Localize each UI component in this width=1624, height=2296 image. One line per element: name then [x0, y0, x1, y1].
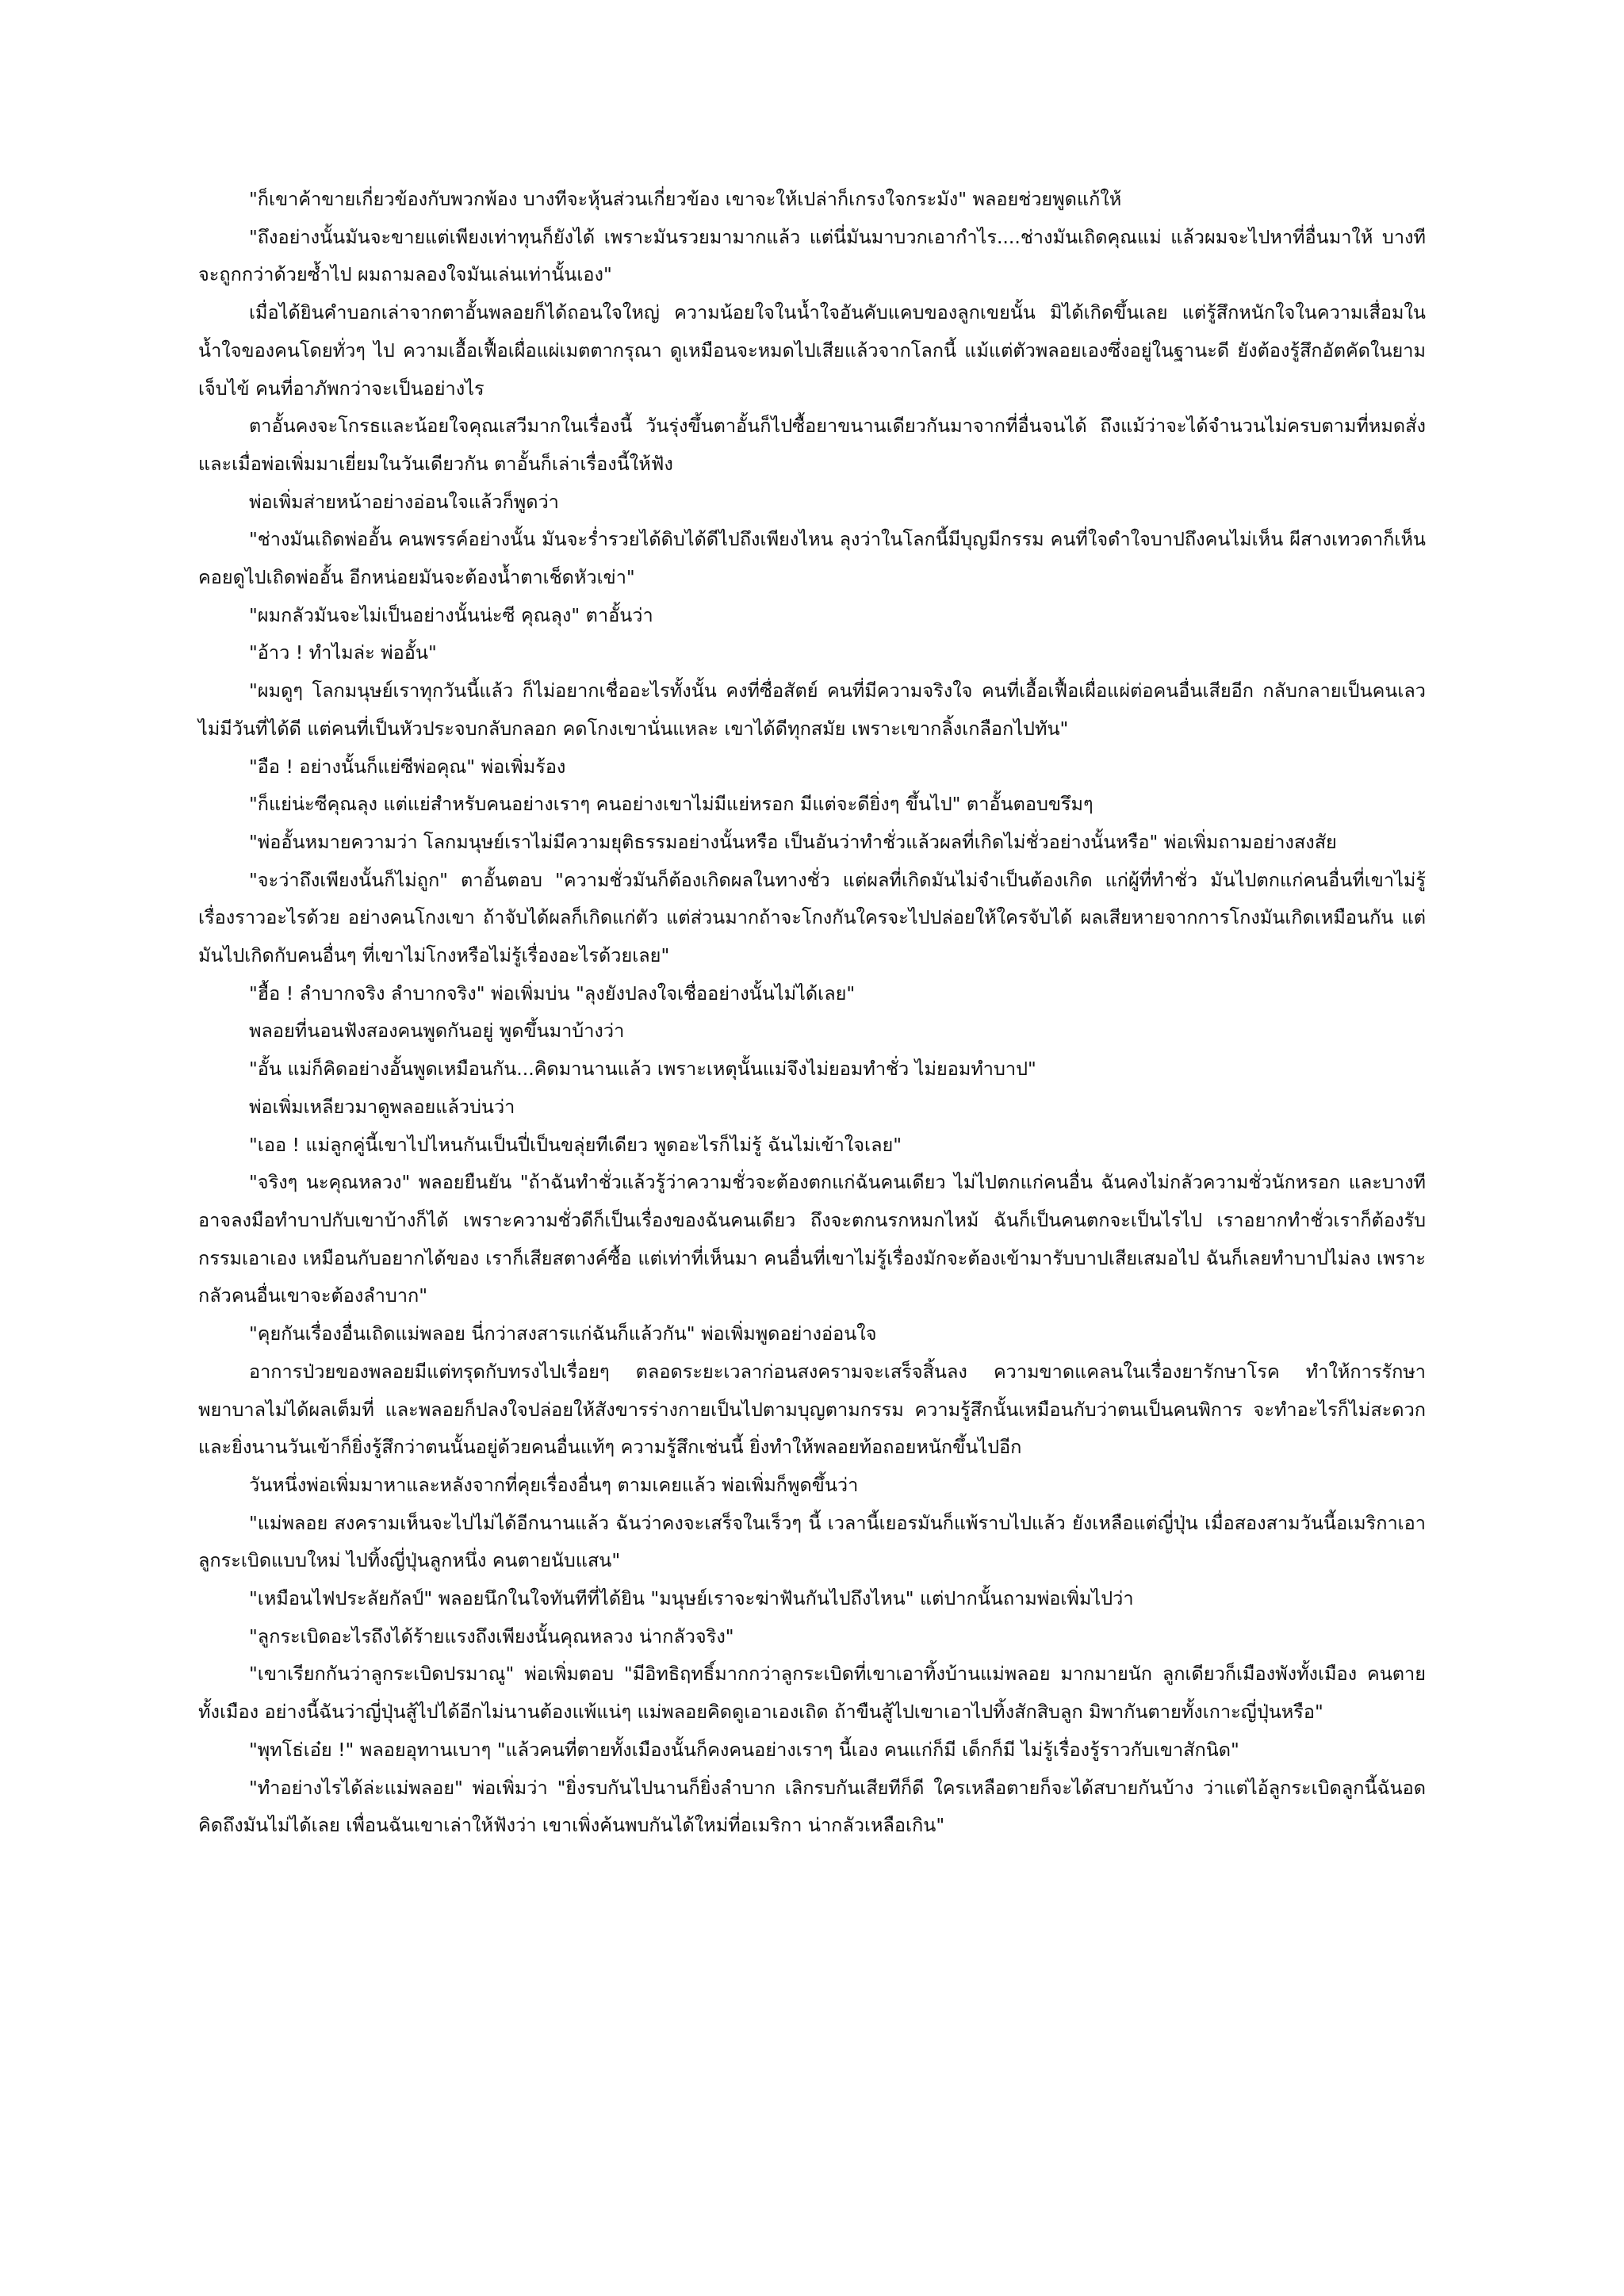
paragraph-6: "ช่างมันเถิดพ่ออั้น คนพรรค์อย่างนั้น มันจะร่ำรวยได้ดิบได้ดีไปถึงเพียงไหน ลุงว่าในโลกนี้มีบุญมีกรรม คนที่ใจดำใจบาปถึงคนไม่เห็น ผีสางเทวดาก็เห็น คอยดูไปเถิดพ่ออั้น อีกหน่อยมันจะต้องน้ำตาเช็ดหัวเข่า" — [198, 528, 1426, 589]
paragraph-19: "จริงๆ นะคุณหลวง" พลอยยืนยัน "ถ้าฉันทำชั่วแล้วรู้ว่าความชั่วจะต้องตกแก่ฉันคนเดียว ไม่ไปตกแก่คนอื่น ฉันคงไม่กลัวความชั่วนักหรอก และบางทีอาจลงมือทำบาปกับเขาบ้างก็ได้ เพราะความชั่วดีก็เป็นเรื่องของฉันคนเดียว ถึงจะตกนรกหมกไหม้ ฉันก็เป็นคนตกจะเป็นไรไป เราอยากทำชั่วเราก็ต้องรับกรรมเอาเอง เหมือนกับอยากได้ของ เราก็เสียสตางค์ซื้อ แต่เท่าที่เห็นมา คนอื่นที่เขาไม่รู้เรื่องมักจะต้องเข้ามารับบาปเสียเสมอไป ฉันก็เลยทำบาปไม่ลง เพราะกลัวคนอื่นเขาจะต้องลำบาก" — [198, 1171, 1426, 1307]
paragraph-10: "อือ ! อย่างนั้นก็แย่ซีพ่อคุณ" พ่อเพิ่มร้อง — [249, 755, 566, 778]
paragraph-8: "อ้าว ! ทำไมล่ะ พ่ออั้น" — [249, 641, 437, 664]
paragraph-22: วันหนึ่งพ่อเพิ่มมาหาและหลังจากที่คุยเรื่องอื่นๆ ตามเคยแล้ว พ่อเพิ่มก็พูดขึ้นว่า — [249, 1473, 859, 1496]
paragraph-1: "ก็เขาค้าขายเกี่ยวข้องกับพวกพ้อง บางทีจะหุ้นส่วนเกี่ยวข้อง เขาจะให้เปล่าก็เกรงใจกระมัง" พลอยช่วยพูดแก้ให้ — [249, 188, 1122, 210]
paragraph-12: "พ่ออั้นหมายความว่า โลกมนุษย์เราไม่มีความยุติธรรมอย่างนั้นหรือ เป็นอันว่าทำชั่วแล้วผลที่เกิดไม่ชั่วอย่างนั้นหรือ" พ่อเพิ่มถามอย่างสงสัย — [249, 830, 1337, 853]
paragraph-13: "จะว่าถึงเพียงนั้นก็ไม่ถูก" ตาอั้นตอบ "ความชั่วมันก็ต้องเกิดผลในทางชั่ว แต่ผลที่เกิดมันไม่จำเป็นต้องเกิด แก่ผู้ที่ทำชั่ว มันไปตกแก่คนอื่นที่เขาไม่รู้เรื่องราวอะไรด้วย อย่างคนโกงเขา ถ้าจับได้ผลก็เกิดแก่ตัว แต่ส่วนมากถ้าจะโกงกันใครจะไปปล่อยให้ใครจับได้ ผลเสียหายจากการโกงมันเกิดเหมือนกัน แต่มันไปเกิดกับคนอื่นๆ ที่เขาไม่โกงหรือไม่รู้เรื่องอะไรด้วยเลย" — [198, 868, 1426, 967]
paragraph-27: "พุทโธ่เอ๋ย !" พลอยอุทานเบาๆ "แล้วคนที่ตายทั้งเมืองนั้นก็คงคนอย่างเราๆ นี้เอง คนแก่ก็มี เด็กก็มี ไม่รู้เรื่องรู้ราวกับเขาสักนิด" — [249, 1738, 1239, 1761]
paragraph-16: "อั้น แม่ก็คิดอย่างอั้นพูดเหมือนกัน...คิดมานานแล้ว เพราะเหตุนั้นแม่จึงไม่ยอมทำชั่ว ไม่ยอมทำบาป" — [249, 1058, 1036, 1081]
paragraph-4: ตาอั้นคงจะโกรธและน้อยใจคุณเสวีมากในเรื่องนี้ วันรุ่งขึ้นตาอั้นก็ไปซื้อยาขนานเดียวกันมาจากที่อื่นจนได้ ถึงแม้ว่าจะได้จำนวนไม่ครบตามที่หมดสั่ง และเมื่อพ่อเพิ่มมาเยี่ยมในวันเดียวกัน ตาอั้นก็เล่าเรื่องนี้ให้ฟัง — [198, 415, 1426, 475]
story-text — [198, 181, 1426, 1845]
paragraph-14: "ฮื้อ ! ลำบากจริง ลำบากจริง" พ่อเพิ่มบ่น "ลุงยังปลงใจเชื่ออย่างนั้นไม่ได้เลย" — [249, 982, 856, 1004]
paragraph-15: พลอยที่นอนฟังสองคนพูดกันอยู่ พูดขึ้นมาบ้างว่า — [249, 1020, 625, 1043]
paragraph-7: "ผมกลัวมันจะไม่เป็นอย่างนั้นน่ะซี คุณลุง" ตาอั้นว่า — [249, 603, 653, 626]
paragraph-23: "แม่พลอย สงครามเห็นจะไปไม่ได้อีกนานแล้ว ฉันว่าคงจะเสร็จในเร็วๆ นี้ เวลานี้เยอรมันก็แพ้ราบไปแล้ว ยังเหลือแต่ญี่ปุ่น เมื่อสองสามวันนี้อเมริกาเอาลูกระเบิดแบบใหม่ ไปทิ้งญี่ปุ่นลูกหนึ่ง คนตายนับแสน" — [198, 1511, 1426, 1572]
paragraph-9: "ผมดูๆ โลกมนุษย์เราทุกวันนี้แล้ว ก็ไม่อยากเชื่ออะไรทั้งนั้น คงที่ซื่อสัตย์ คนที่มีความจริงใจ คนที่เอื้อเฟื้อเผื่อแผ่ต่อคนอื่นเสียอีก กลับกลายเป็นคนเลวไม่มีวันที่ได้ดี แต่คนที่เป็นหัวประจบกลับกลอก คดโกงเขานั่นแหละ เขาได้ดีทุกสมัย เพราะเขากลิ้งเกลือกไปทัน" — [198, 679, 1426, 740]
paragraph-28: "ทำอย่างไรได้ล่ะแม่พลอย" พ่อเพิ่มว่า "ยิ่งรบกันไปนานก็ยิ่งลำบาก เลิกรบกันเสียทีก็ดี ใครเหลือตายก็จะได้สบายกันบ้าง ว่าแต่ไอ้ลูกระเบิดลูกนี้ฉันอดคิดถึงมันไม่ได้เลย เพื่อนฉันเขาเล่าให้ฟังว่า เขาเพิ่งค้นพบกันได้ใหม่ที่อเมริกา น่ากลัวเหลือเกิน" — [198, 1776, 1426, 1837]
paragraph-17: พ่อเพิ่มเหลียวมาดูพลอยแล้วบ่นว่า — [249, 1095, 515, 1118]
paragraph-11: "ก็แย่น่ะซีคุณลุง แต่แย่สำหรับคนอย่างเราๆ คนอย่างเขาไม่มีแย่หรอก มีแต่จะดียิ่งๆ ขึ้นไป" ตาอั้นตอบขรึมๆ — [249, 793, 1094, 816]
paragraph-21: อาการป่วยของพลอยมีแต่ทรุดกับทรงไปเรื่อยๆ ตลอดระยะเวลาก่อนสงครามจะเสร็จสิ้นลง ความขาดแคลนในเรื่องยารักษาโรค ทำให้การรักษาพยาบาลไม่ได้ผลเต็มที่ และพลอยก็ปลงใจปล่อยให้สังขารร่างกายเป็นไปตามบุญตามกรรม ความรู้สึกนั้นเหมือนกับว่าตนเป็นคนพิการ จะทำอะไรก็ไม่สะดวก และยิ่งนานวันเข้าก็ยิ่งรู้สึกว่าตนนั้นอยู่ด้วยคนอื่นแท้ๆ ความรู้สึกเช่นนี้ ยิ่งทำให้พลอยท้อถอยหนักขึ้นไปอีก — [198, 1360, 1426, 1459]
paragraph-24: "เหมือนไฟประลัยกัลป์" พลอยนึกในใจทันทีที่ได้ยิน "มนุษย์เราจะฆ่าฟันกันไปถึงไหน" แต่ปากนั้นถามพ่อเพิ่มไปว่า — [249, 1587, 1134, 1610]
paragraph-2: "ถึงอย่างนั้นมันจะขายแต่เพียงเท่าทุนก็ยังได้ เพราะมันรวยมามากแล้ว แต่นี่มันมาบวกเอากำไร....ช่างมันเถิดคุณแม่ แล้วผมจะไปหาที่อื่นมาให้ บางทีจะถูกกว่าด้วยซ้ำไป ผมถามลองใจมันเล่นเท่านั้นเอง" — [198, 225, 1426, 286]
paragraph-25: "ลูกระเบิดอะไรถึงได้ร้ายแรงถึงเพียงนั้นคุณหลวง น่ากลัวจริง" — [249, 1624, 734, 1647]
paragraph-20: "คุยกันเรื่องอื่นเถิดแม่พลอย นี่กว่าสงสารแก่ฉันก็แล้วกัน" พ่อเพิ่มพูดอย่างอ่อนใจ — [249, 1322, 877, 1345]
paragraph-18: "เออ ! แม่ลูกคู่นี้เขาไปไหนกันเป็นปี่เป็นขลุ่ยทีเดียว พูดอะไรก็ไม่รู้ ฉันไม่เข้าใจเลย" — [249, 1133, 902, 1156]
paragraph-26: "เขาเรียกกันว่าลูกระเบิดปรมาณู" พ่อเพิ่มตอบ "มีอิทธิฤทธิ์มากกว่าลูกระเบิดที่เขาเอาทิ้งบ้านแม่พลอย มากมายนัก ลูกเดียวก็เมืองพังทั้งเมือง คนตายทั้งเมือง อย่างนี้ฉันว่าญี่ปุ่นสู้ไปได้อีกไม่นานต้องแพ้แน่ๆ แม่พลอยคิดดูเอาเองเถิด ถ้าขืนสู้ไปเขาเอาไปทิ้งสักสิบลูก มิพากันตายทั้งเกาะญี่ปุ่นหรือ" — [198, 1663, 1426, 1724]
paragraph-5: พ่อเพิ่มส่ายหน้าอย่างอ่อนใจแล้วก็พูดว่า — [249, 490, 559, 513]
paragraph-3: เมื่อได้ยินคำบอกเล่าจากตาอั้นพลอยก็ได้ถอนใจใหญ่ ความน้อยใจในน้ำใจอันคับแคบของลูกเขยนั้น มิได้เกิดขึ้นเลย แต่รู้สึกหนักใจในความเสื่อมในน้ำใจของคนโดยทั่วๆ ไป ความเอื้อเฟื้อเผื่อแผ่เมตตากรุณา ดูเหมือนจะหมดไปเสียแล้วจากโลกนี้ แม้แต่ตัวพลอยเองซึ่งอยู่ในฐานะดี ยังต้องรู้สึกอัตคัดในยามเจ็บไข้ คนที่อาภัพกว่าจะเป็นอย่างไร — [198, 301, 1426, 400]
